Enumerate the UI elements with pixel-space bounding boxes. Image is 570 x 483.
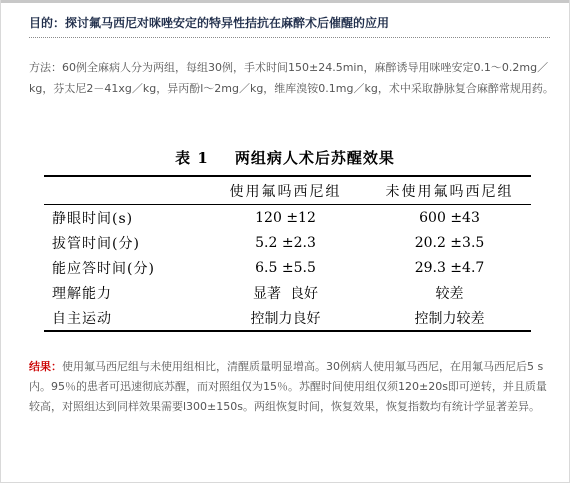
result-text: 使用氟马西尼组与未使用组相比，清醒质量明显增高。30例病人使用氟马西尼，在用氟马西尼后5 s内。95％的患者可迅速彻底苏醒，而对照组仅为15％。苏醒时间使用组仅须120±20s即可逆转，并且质量较高，对照组达到同样效果需要l300±150s。两组恢复时间，恢复效果，恢复指数均有统计学显著差异。 (29, 360, 547, 413)
cell-unused: 较差 (435, 285, 464, 302)
table-number: 表 1 (175, 149, 209, 167)
cell-unused: 20.2 ±3.5 (414, 234, 485, 251)
row-label: 理解能力 (52, 285, 112, 302)
table-caption: 两组病人术后苏醒效果 (234, 149, 395, 167)
table-row (44, 305, 531, 331)
row-label: 静眼时间(s) (52, 210, 134, 227)
cell-unused: 600 ±43 (419, 209, 480, 226)
table-header-row (44, 176, 531, 205)
cell-used: 显著 良好 (253, 285, 318, 302)
cell-used: 120 ±12 (255, 209, 316, 226)
cell-used: 6.5 ±5.5 (255, 259, 316, 276)
table-row (44, 205, 531, 231)
row-label: 能应答时间(分) (52, 260, 155, 277)
header-blank (44, 176, 203, 205)
header-group-unused: 未使用氟吗西尼组 (368, 176, 531, 205)
cell-used: 控制力良好 (203, 305, 368, 331)
result-paragraph (29, 357, 553, 417)
results-table (44, 175, 531, 332)
table-title (0, 147, 570, 168)
row-label: 拔管时间(分) (52, 235, 140, 252)
table-row (44, 255, 531, 280)
cell-used: 5.2 ±2.3 (255, 234, 316, 251)
result-lead: 结果： (29, 360, 62, 373)
top-border (1, 0, 569, 3)
header-group-used: 使用氟吗西尼组 (203, 176, 368, 205)
table-row (44, 230, 531, 255)
dotted-divider (29, 37, 550, 38)
objective-heading: 目的：探讨氟马西尼对咪唑安定的特异性拮抗在麻醉术后催醒的应用 (29, 16, 390, 30)
cell-unused: 控制力较差 (368, 305, 531, 331)
method-paragraph: 方法：60例全麻病人分为两组，每组30例，手术时间150±24.5min，麻醉诱导用咪唑安定0.1～0.2mg／kg，芬太尼2－41xg／kg，异丙酚l～2mg／kg，维库溴铵0.1mg／kg，术中采取静脉复合麻醉常规用药。 (29, 61, 554, 95)
cell-unused: 29.3 ±4.7 (414, 259, 485, 276)
table-row (44, 280, 531, 305)
row-label: 自主运动 (44, 305, 203, 331)
